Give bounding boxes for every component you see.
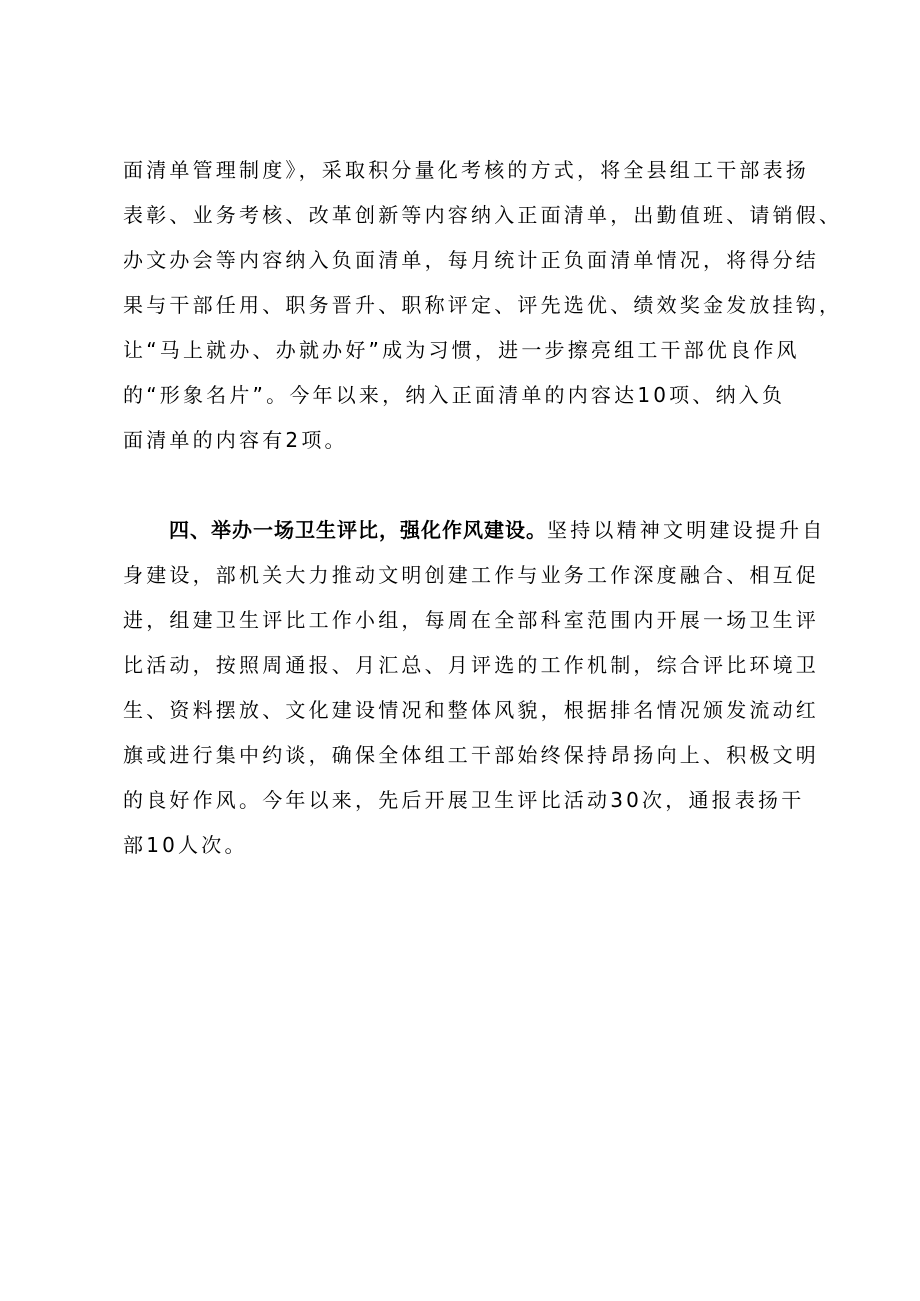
text-line: 生、资料摆放、文化建设情况和整体风貌，根据排名情况颁发流动红 (123, 698, 819, 722)
text-run: 坚持以精神文明建设提升自 (547, 518, 826, 542)
text-line: 旗或进行集中约谈，确保全体组工干部始终保持昂扬向上、积极文明 (123, 743, 819, 767)
paragraph-hygiene-evaluation (123, 508, 826, 868)
text-line: 比活动，按照周通报、月汇总、月评选的工作机制，综合评比环境卫 (123, 653, 819, 677)
text-line: 让“马上就办、办就办好”成为习惯，进一步擦亮组工干部优良作风 (123, 338, 800, 362)
text-line: 进，组建卫生评比工作小组，每周在全部科室范围内开展一场卫生评 (123, 608, 819, 632)
text-line-first (123, 508, 826, 553)
text-line: 表彰、业务考核、改革创新等内容纳入正面清单，出勤值班、请销假、 (123, 203, 843, 227)
text-line: 面清单的内容有2项。 (123, 428, 348, 452)
section-heading: 四、举办一场卫生评比，强化作风建设。 (169, 518, 547, 542)
text-line: 面清单管理制度》，采取积分量化考核的方式，将全县组工干部表扬 (123, 158, 809, 182)
text-line: 果与干部任用、职务晋升、职称评定、评先选优、绩效奖金发放挂钩， (123, 293, 843, 317)
text-line: 部10人次。 (123, 833, 248, 857)
text-line: 的“形象名片”。今年以来，纳入正面清单的内容达10项、纳入负 (123, 383, 786, 407)
paragraph-negative-positive-list (123, 148, 843, 463)
text-line: 办文办会等内容纳入负面清单，每月统计正负面清单情况，将得分结 (123, 248, 819, 272)
text-line: 身建设，部机关大力推动文明创建工作与业务工作深度融合、相互促 (123, 563, 819, 587)
text-line: 的良好作风。今年以来，先后开展卫生评比活动30次，通报表扬干 (123, 788, 805, 812)
